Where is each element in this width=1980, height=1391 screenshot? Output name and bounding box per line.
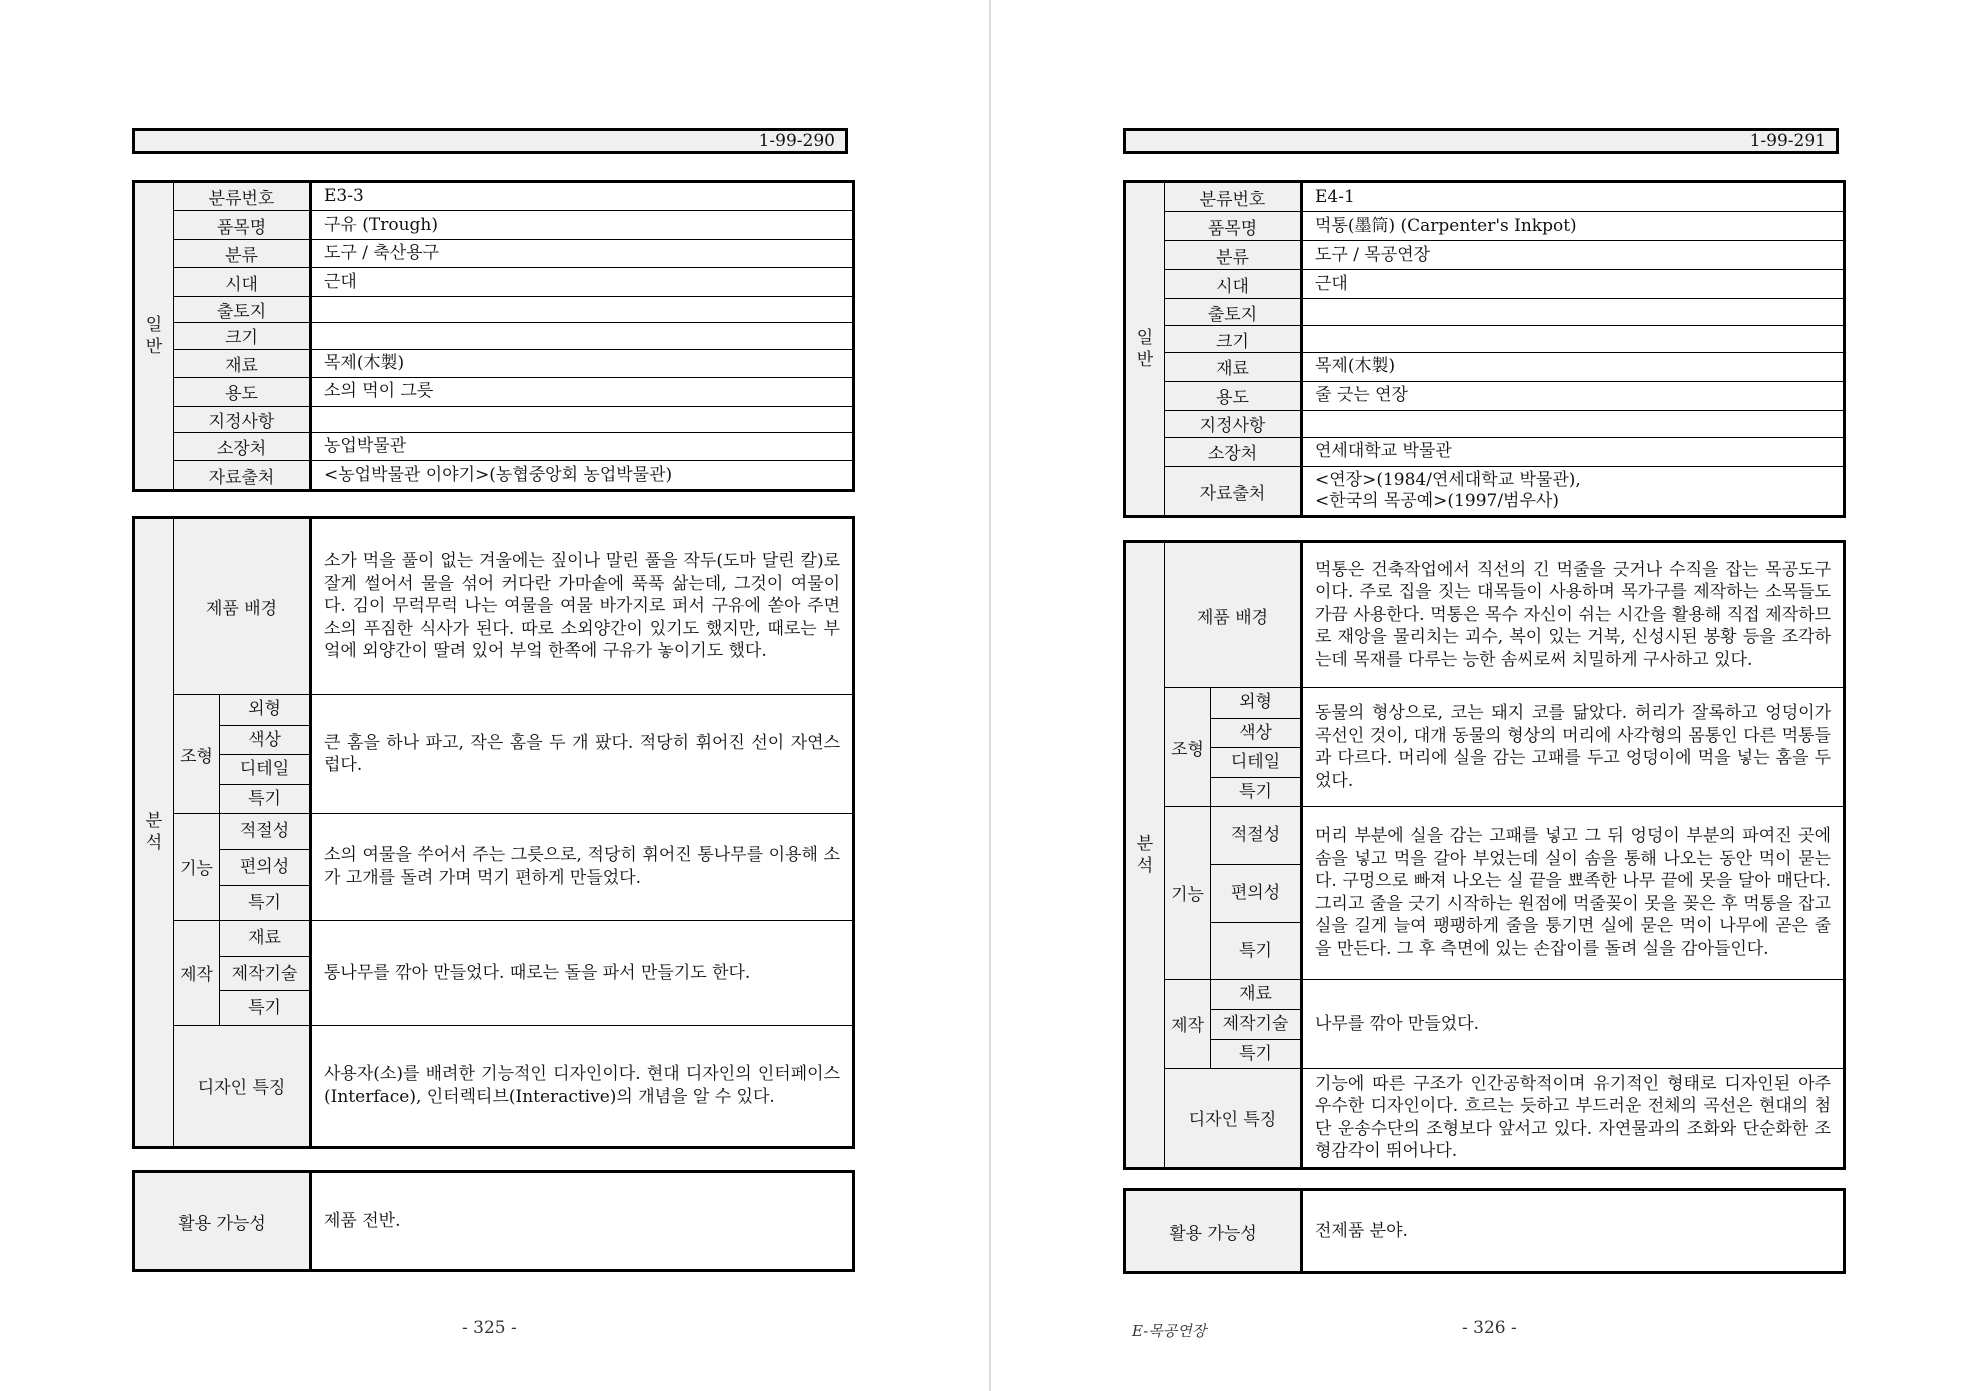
field-label: 용도: [1165, 381, 1302, 410]
page-number: - 326 -: [1462, 1318, 1517, 1338]
general-row: [1125, 182, 1845, 212]
field-value: <농업박물관 이야기>(농협중앙회 농업박물관): [311, 461, 854, 491]
form-text: 동물의 형상으로, 코는 돼지 코를 닮았다. 허리가 잘록하고 엉덩이가 곡선인 것이, 대개 동물의 형상의 머리에 사각형의 몸통인 다른 먹통들과 다르다. 머리에 실을 감는 고패를 두고 엉덩이에 먹을 넣는 홈을 두었다.: [1302, 688, 1845, 807]
sub-label: 재료: [1239, 983, 1272, 1004]
form-sub-labels: [220, 695, 311, 814]
record-id: 1-99-291: [1749, 131, 1826, 151]
background-text: 먹통은 건축작업에서 직선의 긴 먹줄을 긋거나 수직을 잡는 목공도구이다. 주로 집을 짓는 대목들이 사용하며 목가구를 제작하는 소목들도 가끔 사용한다. 먹통은 목수 자신이 쉬는 시간을 활용해 직접 제작하므로 재앙을 물리치는 괴수, 복이 있는 거북, 신성시된 봉황 등을 조각하는데 목재를 다루는 능한 솜씨로써 치밀하게 구사하고 있다.: [1302, 542, 1845, 688]
usage-text: 제품 전반.: [311, 1172, 854, 1271]
field-label: 시대: [174, 268, 311, 296]
sub-label: 색상: [1211, 718, 1300, 748]
background-label: 제품 배경: [1165, 542, 1302, 688]
general-row: [1125, 212, 1845, 241]
general-row: [1125, 270, 1845, 299]
function-label: 기능: [174, 814, 220, 921]
usage-label: 활용 가능성: [134, 1172, 311, 1271]
making-sub-labels: [220, 920, 311, 1025]
analysis-table: [132, 516, 855, 1149]
form-text: 큰 홈을 하나 파고, 작은 홈을 두 개 팠다. 적당히 휘어진 선이 자연스럽다.: [311, 695, 854, 814]
field-value: 농업박물관: [311, 433, 854, 461]
form-label: 조형: [174, 695, 220, 814]
sub-label: 색상: [220, 725, 309, 755]
field-label: 품목명: [1165, 212, 1302, 241]
field-label: 크기: [174, 323, 311, 349]
field-label: 재료: [1165, 352, 1302, 381]
background-label: 제품 배경: [174, 518, 311, 695]
field-value: 도구 / 목공연장: [1302, 241, 1845, 270]
function-label: 기능: [1165, 807, 1211, 980]
field-label: 분류: [174, 239, 311, 267]
general-row: [134, 323, 854, 349]
general-row: [134, 461, 854, 491]
design-text: 기능에 따른 구조가 인간공학적이며 유기적인 형태로 디자인된 아주 우수한 디자인이다. 흐르는 듯하고 부드러운 전체의 곡선은 현대의 첨단 운송수단의 조형보다 앞서고 있다. 자연물과의 조화와 단순화한 조형감각이 뛰어나다.: [1302, 1068, 1845, 1168]
field-value: 근대: [1302, 270, 1845, 299]
sub-label: 편의성: [1211, 864, 1300, 921]
field-label: 시대: [1165, 270, 1302, 299]
field-label: 크기: [1165, 326, 1302, 353]
general-row: [1125, 299, 1845, 326]
category-footer: E-목공연장: [1132, 1322, 1207, 1340]
making-label: 제작: [1165, 979, 1211, 1068]
sub-label: 제작기술: [1211, 1009, 1300, 1038]
making-label: 제작: [174, 920, 220, 1025]
general-row: [1125, 411, 1845, 438]
general-row: [134, 239, 854, 267]
general-row: [134, 296, 854, 322]
general-row: [1125, 467, 1845, 517]
sub-label: 외형: [248, 699, 281, 719]
field-value: E4-1: [1302, 182, 1845, 212]
field-label: 소장처: [174, 433, 311, 461]
general-row: [1125, 241, 1845, 270]
analysis-section-label: 분 석: [1125, 542, 1165, 1169]
page-number: - 325 -: [462, 1318, 517, 1338]
function-text: 머리 부분에 실을 감는 고패를 넣고 그 뒤 엉덩이 부분의 파여진 곳에 솜을 넣고 먹을 갈아 부었는데 실이 솜을 통해 나오는 동안 먹이 묻는다. 구멍으로 빠져 나오는 실 끝을 뾰족한 나무 끝에 못을 달아 매단다. 그리고 줄을 긋기 시작하는 원점에 먹줄꽂이 못을 꽂은 후 먹통을 잡고 실을 길게 늘여 팽팽하게 줄을 퉁기면 실에 묻은 먹이 나무에 곧은 줄을 만든다. 그 후 측면에 있는 손잡이를 돌려 실을 감아들인다.: [1302, 807, 1845, 980]
function-sub-labels: [1211, 807, 1302, 980]
usage-text: 전제품 분야.: [1302, 1190, 1845, 1273]
field-label: 지정사항: [174, 406, 311, 432]
field-label: 용도: [174, 378, 311, 406]
field-value: [1302, 326, 1845, 353]
analysis-section-label: 분 석: [134, 518, 174, 1148]
field-label: 출토지: [174, 296, 311, 322]
general-row: [1125, 352, 1845, 381]
field-label: 출토지: [1165, 299, 1302, 326]
field-label: 지정사항: [1165, 411, 1302, 438]
source-line: <연장>(1984/연세대학교 박물관),: [1315, 470, 1581, 490]
function-sub-labels: [220, 814, 311, 921]
general-section-label: 일 반: [1125, 182, 1165, 517]
usage-table: [1123, 1188, 1846, 1274]
making-sub-labels: [1211, 979, 1302, 1068]
page-right: [991, 0, 1980, 1391]
field-value: [1302, 299, 1845, 326]
sub-label: 특기: [1211, 1039, 1300, 1068]
sub-label: 적절성: [1230, 825, 1281, 845]
general-row: [1125, 381, 1845, 410]
general-row: [134, 433, 854, 461]
form-sub-labels: [1211, 688, 1302, 807]
general-row: [134, 268, 854, 296]
sub-label: 편의성: [220, 849, 309, 884]
field-value: 목제(木製): [311, 349, 854, 377]
field-label: 자료출처: [174, 461, 311, 491]
field-value: [1302, 467, 1845, 517]
general-row: [134, 406, 854, 432]
sub-label: 특기: [220, 885, 309, 920]
field-value: 연세대학교 박물관: [1302, 437, 1845, 466]
sub-label: 디테일: [220, 754, 309, 784]
field-label: 분류: [1165, 241, 1302, 270]
sub-label: 특기: [1211, 777, 1300, 807]
record-id: 1-99-290: [758, 131, 835, 151]
making-text: 통나무를 깎아 만들었다. 때로는 돌을 파서 만들기도 한다.: [311, 920, 854, 1025]
field-label: 자료출처: [1165, 467, 1302, 517]
form-label: 조형: [1165, 688, 1211, 807]
general-row: [134, 349, 854, 377]
general-row: [134, 211, 854, 239]
source-line: <한국의 목공예>(1997/범우사): [1315, 491, 1559, 511]
field-value: 근대: [311, 268, 854, 296]
sub-label: 외형: [1239, 692, 1272, 712]
sub-label: 적절성: [239, 821, 290, 841]
sub-label: 디테일: [1211, 747, 1300, 777]
general-row: [1125, 437, 1845, 466]
field-label: 분류번호: [1165, 182, 1302, 212]
general-row: [134, 378, 854, 406]
field-label: 분류번호: [174, 182, 311, 211]
analysis-table: [1123, 540, 1846, 1170]
background-text: 소가 먹을 풀이 없는 겨울에는 짚이나 말린 풀을 작두(도마 달린 칼)로 잘게 썰어서 물을 섞어 커다란 가마솥에 푹푹 삶는데, 그것이 여물이다. 김이 무럭무럭 나는 여물을 여물 바가지로 퍼서 구유에 쏟아 주면 소의 푸짐한 식사가 된다. 따로 소외양간이 있기도 했지만, 때로는 부엌에 외양간이 딸려 있어 부엌 한쪽에 구유가 놓이기도 했다.: [311, 518, 854, 695]
sub-label: 특기: [220, 784, 309, 814]
field-value: [311, 296, 854, 322]
field-value: [311, 323, 854, 349]
page-left: [0, 0, 989, 1391]
general-row: [1125, 326, 1845, 353]
general-info-table: [1123, 180, 1846, 518]
field-value: [1302, 411, 1845, 438]
field-value: 목제(木製): [1302, 352, 1845, 381]
making-text: 나무를 깎아 만들었다.: [1302, 979, 1845, 1068]
usage-table: [132, 1170, 855, 1272]
sub-label: 특기: [1211, 922, 1300, 979]
field-value: 줄 긋는 연장: [1302, 381, 1845, 410]
field-label: 소장처: [1165, 437, 1302, 466]
design-label: 디자인 특징: [174, 1025, 311, 1147]
field-value: 구유 (Trough): [311, 211, 854, 239]
sub-label: 재료: [248, 927, 281, 948]
record-id-bar: [1123, 128, 1839, 154]
sub-label: 제작기술: [220, 956, 309, 991]
field-value: 먹통(墨筒) (Carpenter's Inkpot): [1302, 212, 1845, 241]
function-text: 소의 여물을 쑤어서 주는 그릇으로, 적당히 휘어진 통나무를 이용해 소가 고개를 돌려 가며 먹기 편하게 만들었다.: [311, 814, 854, 921]
general-section-label: 일 반: [134, 182, 174, 491]
usage-label: 활용 가능성: [1125, 1190, 1302, 1273]
sub-label: 특기: [220, 990, 309, 1025]
field-value: 도구 / 축산용구: [311, 239, 854, 267]
field-label: 재료: [174, 349, 311, 377]
general-row: [134, 182, 854, 211]
design-label: 디자인 특징: [1165, 1068, 1302, 1168]
field-value: E3-3: [311, 182, 854, 211]
field-label: 품목명: [174, 211, 311, 239]
general-info-table: [132, 180, 855, 492]
record-id-bar: [132, 128, 848, 154]
field-value: 소의 먹이 그릇: [311, 378, 854, 406]
field-value: [311, 406, 854, 432]
design-text: 사용자(소)를 배려한 기능적인 디자인이다. 현대 디자인의 인터페이스(Interface), 인터렉티브(Interactive)의 개념을 알 수 있다.: [311, 1025, 854, 1147]
